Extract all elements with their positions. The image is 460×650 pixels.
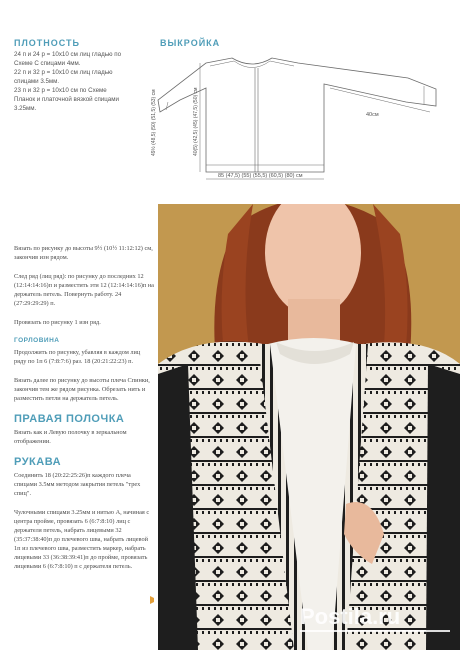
instruction-paragraph: Провязать по рисунку 1 изн ряд. [14,319,101,326]
instructions-column [14,244,154,581]
gauge-line: 3.25мм. [14,105,37,112]
height-label: 49½ (48,5) (50) (51,5) (53) см [151,89,157,156]
instruction-paragraph: Вязать по рисунку до высоты 9½ (10½ 11:12:12) см, закончив изн рядом. [14,245,153,261]
cardigan-schematic [140,44,460,194]
watermark: Postila.ru [300,604,401,629]
gauge-line: 23 п и 32 р = 10х10 см по Схеме [14,87,107,94]
cardigan-right-sleeve [426,364,460,650]
body-height-label: 40(5) (42,5) (45) (47,5) (50) см [193,87,199,156]
section-heading-right-front: ПРАВАЯ ПОЛОЧКА [14,413,125,425]
watermark-underline [300,630,450,632]
schematic-heading: ВЫКРОЙКА [160,38,221,48]
gauge-heading: ПЛОТНОСТЬ [14,38,81,48]
gauge-line: Схеме С спицами 4мм. [14,60,81,67]
neck [288,299,340,344]
gauge-line: Планок и платочной вязкой спицами [14,96,119,103]
arrow-marker-icon [150,596,158,604]
sleeve-length-label: 40см [366,112,379,118]
instruction-paragraph: Соединить 18 (20:22:25:26)п каждого плеча спицами 3.5мм методом закрытия петель "трех спиц". [14,472,141,497]
gauge-line: 24 п и 24 р = 10х10 см лиц гладью по [14,51,122,58]
gauge-line: спицами 3.5мм. [14,78,60,85]
model-photo [158,204,460,650]
instruction-paragraph: Вязать далее по рисунку до высоты плеча Спинки, закончив тем же рядом рисунка. Обрезать нить и разместить петли на держатель петель. [14,377,150,402]
instruction-paragraph: Вязать как и Левую полочку в зеркальном отображении. [14,429,127,445]
section-heading-sleeves: РУКАВА [14,456,62,468]
instruction-paragraph: След ряд (лиц ряд): по рисунку до последних 12 (12:14:14:16)п и разместить эти 12 (12:14:14:16)п на держатель петель. Повернуть работу. 24 (27:29:29:29) п. [14,273,154,307]
instruction-paragraph: Чулочными спицами 3.25мм и нитью А, начиная с центра пройме, провязать 6 (6:7:8:10) лиц с держателя петель, набрать лицевыми 32 (35:37:38:40)п до плечевого шва, набрать лицевой 1п из плечевого шва, разместить маркер, набрать лицевыми 33 (36:38:39:41)п до пройме, провязать лицевыми 6 (6:7:8:10) п с держателя петель. [14,509,150,570]
schematic-outline [158,58,436,172]
gauge-line: 22 п и 32 р = 10х10 см лиц гладью [14,69,113,76]
instruction-paragraph: Продолжить по рисунку, убавляя в каждом лиц ряду по 1п 6 (7:8:7:6) раз. 18 (20:21:22:23) п. [14,349,141,365]
gauge-text [14,50,154,113]
width-label: 85 (47,5) (55) (55,5) (60,5) (80) см [218,173,303,179]
section-heading-neck: ГОРЛОВИНА [14,337,60,344]
